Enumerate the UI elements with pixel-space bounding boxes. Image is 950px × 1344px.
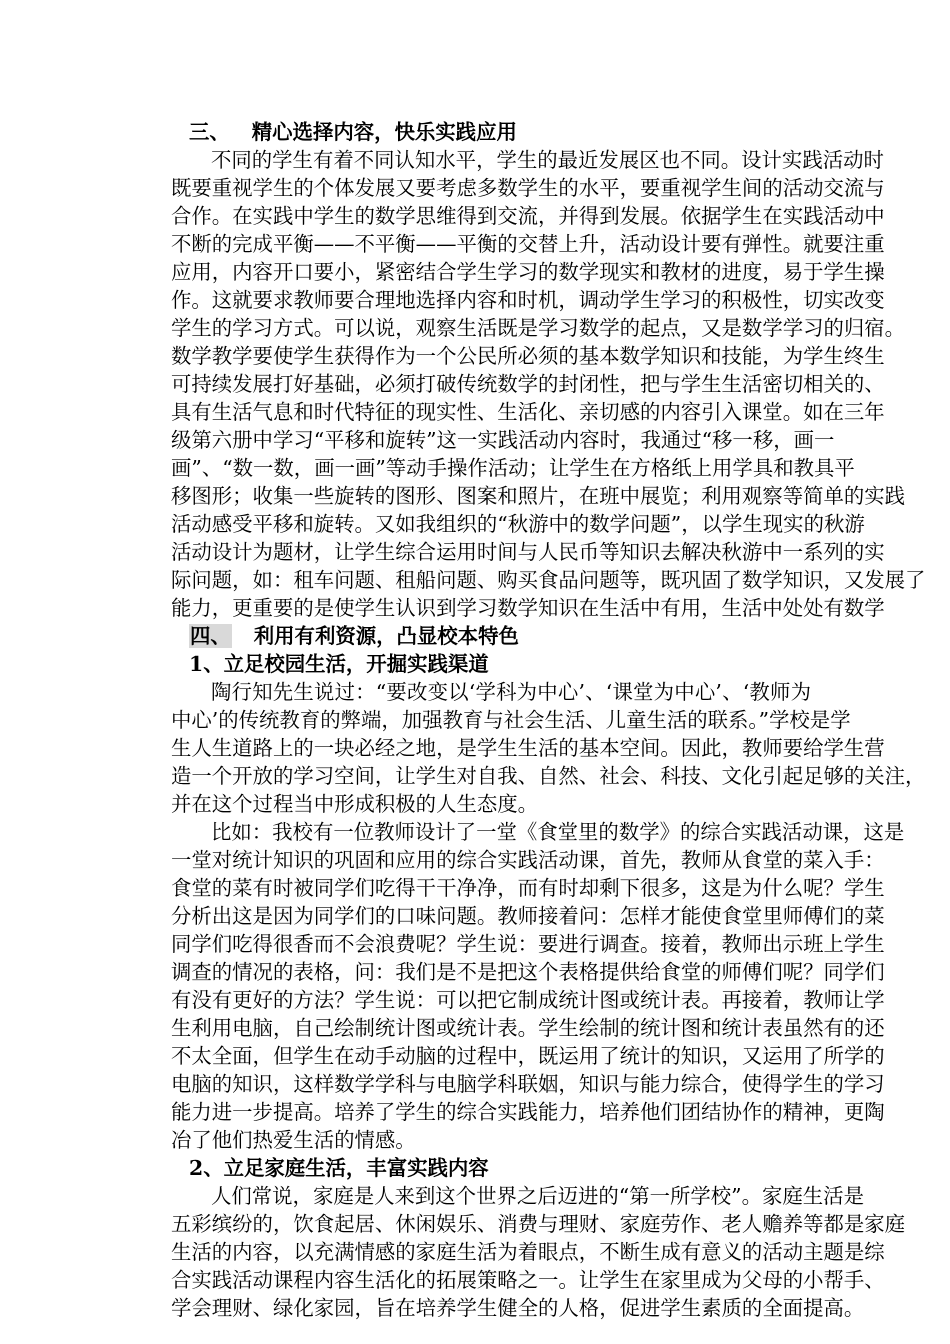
paragraph-line: 生人生道路上的一块必经之地，是学生生活的基本空间。因此，教师要给学生营	[171, 736, 885, 760]
section-3-number: 三、	[189, 120, 230, 144]
paragraph-line: 不同的学生有着不同认知水平，学生的最近发展区也不同。设计实践活动时	[211, 148, 884, 172]
paragraph-line: 合实践活动课程内容生活化的拓展策略之一。让学生在家里成为父母的小帮手、	[171, 1268, 885, 1292]
paragraph-line: 五彩缤纷的，饮食起居、休闲娱乐、消费与理财、家庭劳作、老人赡养等都是家庭	[171, 1212, 906, 1236]
section-3-heading	[171, 118, 811, 146]
paragraph-line: 合作。在实践中学生的数学思维得到交流，并得到发展。依据学生在实践活动中	[171, 204, 885, 228]
paragraph-line: 分析出这是因为同学们的口味问题。教师接着问：怎样才能使食堂里师傅们的菜	[171, 904, 885, 928]
paragraph-line: 冶了他们热爱生活的情感。	[171, 1128, 416, 1152]
section-3-paragraph	[171, 146, 926, 622]
paragraph-line: 作。这就要求教师要合理地选择内容和时机，调动学生学习的积极性，切实改变	[171, 288, 885, 312]
section-4-title: 利用有利资源，凸显校本特色	[253, 624, 519, 648]
section-3-title: 精心选择内容，快乐实践应用	[251, 120, 517, 144]
paragraph-line: 一堂对统计知识的巩固和应用的综合实践活动课，首先，教师从食堂的菜入手：	[171, 848, 885, 872]
paragraph-line: 级第六册中学习“平移和旋转”这一实践活动内容时，我通过“移一移，画一	[171, 428, 835, 452]
paragraph-line: 不太全面，但学生在动手动脑的过程中，既运用了统计的知识，又运用了所学的	[171, 1044, 885, 1068]
paragraph-line: 并在这个过程当中形成积极的人生态度。	[171, 792, 539, 816]
subsection-1-paragraph-2	[171, 818, 905, 1154]
paragraph-line: 不断的完成平衡——不平衡——平衡的交替上升，活动设计要有弹性。就要注重	[171, 232, 885, 256]
paragraph-line: 能力，更重要的是使学生认识到学习数学知识在生活中有用，生活中处处有数学	[171, 596, 885, 620]
document-page	[171, 118, 926, 1322]
paragraph-line: 际问题，如：租车问题、租船问题、购买食品问题等，既巩固了数学知识，又发展了	[171, 568, 926, 592]
paragraph-line: 画”、“数一数，画一画”等动手操作活动；让学生在方格纸上用学具和教具平	[171, 456, 855, 480]
paragraph-line: 电脑的知识，这样数学学科与电脑学科联姻，知识与能力综合，使得学生的学习	[171, 1072, 885, 1096]
paragraph-line: 应用，内容开口要小，紧密结合学生学习的数学现实和教材的进度，易于学生操	[171, 260, 885, 284]
paragraph-line: 能力进一步提高。培养了学生的综合实践能力，培养他们团结协作的精神，更陶	[171, 1100, 885, 1124]
paragraph-line: 有没有更好的方法？学生说：可以把它制成统计图或统计表。再接着，教师让学	[171, 988, 885, 1012]
subsection-2-title: 2、立足家庭生活，丰富实践内容	[189, 1156, 489, 1180]
paragraph-line: 生利用电脑，自己绘制统计图或统计表。学生绘制的统计图和统计表虽然有的还	[171, 1016, 885, 1040]
paragraph-line: 可持续发展打好基础，必须打破传统数学的封闭性，把与学生生活密切相关的、	[171, 372, 885, 396]
paragraph-line: 既要重视学生的个体发展又要考虑多数学生的水平，要重视学生间的活动交流与	[171, 176, 885, 200]
subsection-2-paragraph	[171, 1182, 906, 1322]
paragraph-line: 移图形；收集一些旋转的图形、图案和照片，在班中展览；利用观察等简单的实践	[171, 484, 906, 508]
paragraph-line: 陶行知先生说过：“要改变以‘学科为中心’、‘课堂为中心’、‘教师为	[211, 680, 811, 704]
paragraph-line: 学生的学习方式。可以说，观察生活既是学习数学的起点，又是数学学习的归宿。	[171, 316, 906, 340]
subsection-1-paragraph-1	[171, 678, 926, 818]
paragraph-line: 造一个开放的学习空间，让学生对自我、自然、社会、科技、文化引起足够的关注，	[171, 764, 926, 788]
section-4-heading	[171, 622, 811, 650]
paragraph-line: 调查的情况的表格，问：我们是不是把这个表格提供给食堂的师傅们呢？同学们	[171, 960, 885, 984]
paragraph-line: 中心’的传统教育的弊端，加强教育与社会生活、儿童生活的联系。”学校是学	[171, 708, 851, 732]
paragraph-line: 数学教学要使学生获得作为一个公民所必须的基本数学知识和技能，为学生终生	[171, 344, 885, 368]
paragraph-line: 同学们吃得很香而不会浪费呢？学生说：要进行调查。接着，教师出示班上学生	[171, 932, 885, 956]
paragraph-line: 食堂的菜有时被同学们吃得干干净净，而有时却剩下很多，这是为什么呢？学生	[171, 876, 885, 900]
paragraph-line: 人们常说，家庭是人来到这个世界之后迈进的“第一所学校”。家庭生活是	[211, 1184, 864, 1208]
subsection-1-title: 1、立足校园生活，开掘实践渠道	[189, 652, 489, 676]
paragraph-line: 活动设计为题材，让学生综合运用时间与人民币等知识去解决秋游中一系列的实	[171, 540, 885, 564]
paragraph-line: 生活的内容，以充满情感的家庭生活为着眼点，不断生成有意义的活动主题是综	[171, 1240, 885, 1264]
paragraph-line: 学会理财、绿化家园，旨在培养学生健全的人格，促进学生素质的全面提高。	[171, 1296, 865, 1320]
paragraph-line: 活动感受平移和旋转。又如我组织的“秋游中的数学问题”，以学生现实的秋游	[171, 512, 865, 536]
section-4-number: 四、	[190, 624, 231, 648]
paragraph-line: 比如：我校有一位教师设计了一堂《食堂里的数学》的综合实践活动课，这是	[211, 820, 905, 844]
paragraph-line: 具有生活气息和时代特征的现实性、生活化、亲切感的内容引入课堂。如在三年	[171, 400, 885, 424]
